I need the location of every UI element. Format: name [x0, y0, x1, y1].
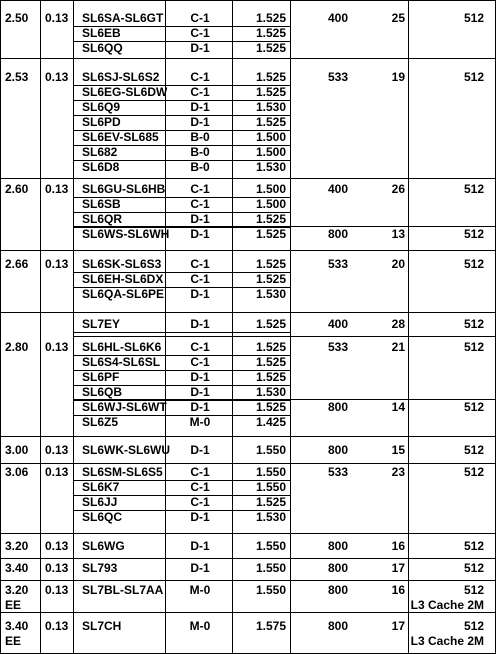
stepping-cell: M-0 [189, 415, 211, 429]
voltage-cell: 1.550 [255, 443, 286, 457]
stepping-cell: C-1 [190, 495, 210, 509]
sspec-cell: SL6Z5 [82, 415, 119, 429]
cache-cell: 512 [463, 619, 484, 633]
speed-cell: 3.40 [5, 619, 29, 633]
stepping-cell: D-1 [190, 385, 210, 399]
stepping-cell: D-1 [190, 561, 210, 575]
sspec-cell: SL6K7 [82, 480, 120, 494]
process-cell: 0.13 [45, 539, 69, 553]
sspec-cell: SL6SA-SL6GT [82, 11, 164, 25]
group-divider [0, 178, 496, 179]
group-divider [0, 58, 496, 59]
group-divider [0, 612, 496, 613]
grid-vline [73, 0, 74, 653]
voltage-cell: 1.525 [255, 26, 286, 40]
multiplier-cell: 20 [391, 257, 405, 271]
fsb-cell: 533 [327, 465, 349, 479]
cache-cell: 512 [463, 400, 484, 414]
voltage-cell: 1.525 [255, 370, 286, 384]
voltage-cell: 1.525 [255, 400, 286, 414]
sspec-cell: SL6SM-SL6S5 [82, 465, 163, 479]
voltage-cell: 1.550 [255, 539, 286, 553]
cache-cell: 512 [463, 443, 484, 457]
multiplier-cell: 17 [391, 619, 405, 633]
cache-cell: 512 [463, 539, 484, 553]
cache-cell: 512 [463, 227, 484, 241]
stepping-cell: B-0 [190, 145, 210, 159]
multiplier-cell: 13 [391, 227, 405, 241]
speed-cell: 2.53 [5, 70, 29, 84]
sspec-cell: SL6SK-SL6S3 [82, 257, 162, 271]
stepping-cell: D-1 [190, 443, 210, 457]
voltage-cell: 1.525 [255, 317, 286, 331]
sspec-cell: SL7BL-SL7AA [82, 583, 164, 597]
sspec-cell: SL6PF [82, 370, 120, 384]
group-divider [0, 436, 496, 437]
sspec-cell: SL6D8 [82, 160, 120, 174]
sspec-cell: SL793 [82, 561, 118, 575]
cache-cell: 512 [463, 317, 484, 331]
top-border [0, 0, 496, 1]
grid-vline [290, 0, 291, 653]
process-cell: 0.13 [45, 583, 69, 597]
voltage-cell: 1.525 [255, 257, 286, 271]
sspec-cell: SL6PD [82, 115, 121, 129]
multiplier-cell: 23 [391, 465, 405, 479]
multiplier-cell: 26 [391, 182, 405, 196]
fsb-cell: 800 [327, 443, 349, 457]
fsb-cell: 533 [327, 257, 349, 271]
voltage-cell: 1.525 [255, 340, 286, 354]
process-cell: 0.13 [45, 619, 69, 633]
stepping-cell: D-1 [190, 400, 210, 414]
voltage-cell: 1.525 [255, 115, 286, 129]
speed-cell: 3.06 [5, 465, 29, 479]
group-divider [0, 580, 496, 581]
speed-cell: 2.80 [5, 340, 29, 354]
voltage-cell: 1.525 [255, 41, 286, 55]
process-cell: 0.13 [45, 11, 69, 25]
subgroup-divider [73, 226, 496, 227]
voltage-cell: 1.500 [255, 130, 286, 144]
sspec-cell: SL6Q9 [82, 100, 121, 114]
stepping-cell: D-1 [190, 100, 210, 114]
multiplier-cell: 21 [391, 340, 405, 354]
process-cell: 0.13 [45, 70, 69, 84]
multiplier-cell: 25 [391, 11, 405, 25]
stepping-cell: C-1 [190, 355, 210, 369]
fsb-cell: 400 [327, 182, 349, 196]
voltage-cell: 1.530 [255, 510, 286, 524]
stepping-cell: C-1 [190, 465, 210, 479]
process-cell: 0.13 [45, 257, 69, 271]
cache-cell: 512 [463, 182, 484, 196]
stepping-cell: B-0 [190, 160, 210, 174]
speed-suffix: EE [5, 598, 22, 612]
fsb-cell: 533 [327, 340, 349, 354]
stepping-cell: D-1 [190, 227, 210, 241]
voltage-cell: 1.530 [255, 100, 286, 114]
voltage-cell: 1.425 [255, 415, 286, 429]
sspec-cell: SL6EV-SL685 [82, 130, 159, 144]
group-divider [0, 463, 496, 464]
sspec-cell: SL6EG-SL6DW [82, 85, 168, 99]
stepping-cell: C-1 [190, 26, 210, 40]
process-cell: 0.13 [45, 182, 69, 196]
multiplier-cell: 14 [391, 400, 405, 414]
fsb-cell: 800 [327, 400, 349, 414]
process-cell: 0.13 [45, 340, 69, 354]
voltage-cell: 1.525 [255, 495, 286, 509]
cache-cell: 512 [463, 465, 484, 479]
fsb-cell: 800 [327, 561, 349, 575]
voltage-cell: 1.525 [255, 355, 286, 369]
cache-cell: 512 [463, 340, 484, 354]
voltage-cell: 1.530 [255, 160, 286, 174]
cache-cell: 512 [463, 11, 484, 25]
grid-vline [0, 0, 1, 653]
fsb-cell: 800 [327, 583, 349, 597]
voltage-cell: 1.500 [255, 145, 286, 159]
voltage-cell: 1.550 [255, 583, 286, 597]
voltage-cell: 1.525 [255, 70, 286, 84]
subgroup-divider [73, 399, 496, 400]
process-cell: 0.13 [45, 465, 69, 479]
group-divider [0, 558, 496, 559]
speed-cell: 2.66 [5, 257, 29, 271]
voltage-cell: 1.500 [255, 182, 286, 196]
group-divider [0, 533, 496, 534]
speed-cell: 2.60 [5, 182, 29, 196]
speed-cell: 3.40 [5, 561, 29, 575]
subgroup-divider [73, 336, 496, 337]
sspec-cell: SL7EY [82, 317, 121, 331]
sspec-cell: SL6SB [82, 197, 121, 211]
voltage-cell: 1.525 [255, 11, 286, 25]
sspec-cell: SL6QA-SL6PE [82, 287, 165, 301]
voltage-cell: 1.550 [255, 480, 286, 494]
stepping-cell: C-1 [190, 257, 210, 271]
fsb-cell: 800 [327, 619, 349, 633]
stepping-cell: D-1 [190, 287, 210, 301]
stepping-cell: M-0 [189, 583, 211, 597]
sspec-cell: SL6QC [82, 510, 123, 524]
multiplier-cell: 19 [391, 70, 405, 84]
sspec-cell: SL6QR [82, 212, 123, 226]
sspec-cell: SL7CH [82, 619, 122, 633]
stepping-cell: C-1 [190, 340, 210, 354]
fsb-cell: 800 [327, 227, 349, 241]
voltage-cell: 1.500 [255, 197, 286, 211]
process-cell: 0.13 [45, 561, 69, 575]
cache-cell: 512 [463, 70, 484, 84]
sspec-cell: SL6SJ-SL6S2 [82, 70, 160, 84]
cache-cell: 512 [463, 583, 484, 597]
stepping-cell: C-1 [190, 70, 210, 84]
speed-cell: 3.20 [5, 583, 29, 597]
stepping-cell: D-1 [190, 212, 210, 226]
stepping-cell: C-1 [190, 11, 210, 25]
cache-cell: 512 [463, 561, 484, 575]
sspec-cell: SL682 [82, 145, 118, 159]
stepping-cell: C-1 [190, 197, 210, 211]
stepping-cell: C-1 [190, 272, 210, 286]
stepping-cell: D-1 [190, 317, 210, 331]
sspec-cell: SL6WK-SL6WU [82, 443, 170, 457]
stepping-cell: C-1 [190, 85, 210, 99]
fsb-cell: 400 [327, 317, 349, 331]
stepping-cell: M-0 [189, 619, 211, 633]
sspec-cell: SL6JJ [82, 495, 118, 509]
sspec-cell: SL6WJ-SL6WT [82, 400, 167, 414]
voltage-cell: 1.525 [255, 227, 286, 241]
sspec-cell: SL6WS-SL6WH [82, 227, 170, 241]
multiplier-cell: 17 [391, 561, 405, 575]
grid-vline [495, 0, 496, 653]
voltage-cell: 1.550 [255, 561, 286, 575]
multiplier-cell: 16 [391, 539, 405, 553]
sspec-cell: SL6QQ [82, 41, 123, 55]
fsb-cell: 400 [327, 11, 349, 25]
sspec-cell: SL6GU-SL6HB [82, 182, 166, 196]
cache-note: L3 Cache 2M [410, 634, 484, 648]
fsb-cell: 533 [327, 70, 349, 84]
group-divider [0, 250, 496, 251]
voltage-cell: 1.530 [255, 385, 286, 399]
stepping-cell: D-1 [190, 115, 210, 129]
fsb-cell: 800 [327, 539, 349, 553]
multiplier-cell: 15 [391, 443, 405, 457]
sspec-cell: SL6S4-SL6SL [82, 355, 161, 369]
grid-vline [40, 0, 41, 653]
voltage-cell: 1.575 [255, 619, 286, 633]
multiplier-cell: 28 [391, 317, 405, 331]
voltage-cell: 1.530 [255, 287, 286, 301]
row-divider [73, 332, 291, 333]
multiplier-cell: 16 [391, 583, 405, 597]
speed-suffix: EE [5, 634, 22, 648]
sspec-cell: SL6WG [82, 539, 125, 553]
voltage-cell: 1.550 [255, 465, 286, 479]
stepping-cell: D-1 [190, 539, 210, 553]
cache-cell: 512 [463, 257, 484, 271]
sspec-cell: SL6EB [82, 26, 121, 40]
group-divider [0, 312, 496, 313]
speed-cell: 3.20 [5, 539, 29, 553]
stepping-cell: C-1 [190, 480, 210, 494]
stepping-cell: C-1 [190, 182, 210, 196]
stepping-cell: D-1 [190, 370, 210, 384]
voltage-cell: 1.525 [255, 85, 286, 99]
speed-cell: 3.00 [5, 443, 29, 457]
process-cell: 0.13 [45, 443, 69, 457]
voltage-cell: 1.525 [255, 212, 286, 226]
grid-vline [408, 0, 409, 653]
sspec-cell: SL6HL-SL6K6 [82, 340, 162, 354]
sspec-cell: SL6EH-SL6DX [82, 272, 164, 286]
voltage-cell: 1.525 [255, 272, 286, 286]
stepping-cell: D-1 [190, 510, 210, 524]
stepping-cell: B-0 [190, 130, 210, 144]
cache-note: L3 Cache 2M [410, 598, 484, 612]
stepping-cell: D-1 [190, 41, 210, 55]
sspec-cell: SL6QB [82, 385, 123, 399]
speed-cell: 2.50 [5, 11, 29, 25]
